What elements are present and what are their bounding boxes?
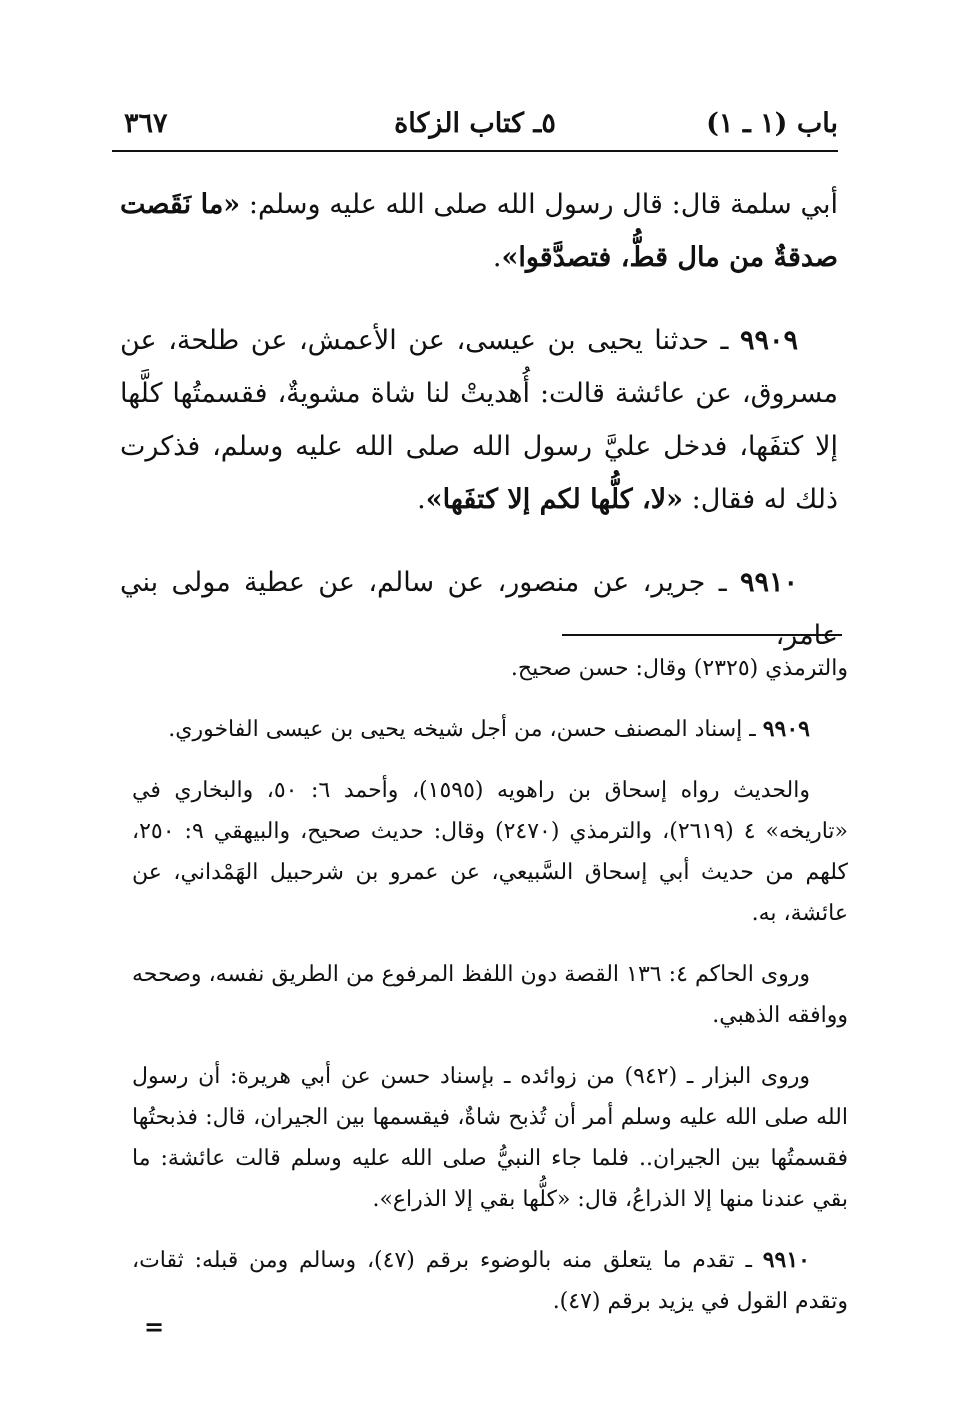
continuation-mark: = bbox=[144, 1312, 165, 1341]
punctuation: . bbox=[417, 484, 426, 515]
narration-text: ـ جرير، عن منصور، عن سالم، عن عطية مولى بني عامر، bbox=[120, 567, 838, 651]
narration-text: ـ حدثنا يحيى بن عيسى، عن الأعمش، عن طلحة، عن مسروق، عن عائشة قالت: أُهديتْ لنا شاة مشويةٌ، فقسمتُها كلَّها إلا كتفَها، فدخل عليَّ رسول الله صلى الله عليه وسلم، فذكرت ذلك له فقال: bbox=[120, 325, 838, 515]
main-text bbox=[120, 178, 838, 692]
footnote-number: ٩٩٠٩ bbox=[762, 716, 810, 742]
narration-text: أبي سلمة قال: قال رسول الله صلى الله عليه وسلم: bbox=[240, 189, 838, 220]
footnote-continuation: والترمذي (٢٣٢٥) وقال: حسن صحيح. bbox=[510, 656, 848, 681]
paragraph-hadith-9910 bbox=[120, 556, 838, 662]
punctuation: . bbox=[492, 242, 502, 273]
footnotes bbox=[132, 648, 848, 1342]
footnote-9909 bbox=[132, 709, 848, 750]
paragraph-hadith-9909 bbox=[120, 314, 838, 526]
footnote-number: ٩٩١٠ bbox=[762, 1247, 810, 1273]
prophetic-quote: «ما نَقَصت صدقةٌ من مال قطُّ، فتصدَّقوا» bbox=[120, 189, 838, 273]
footnote-9910 bbox=[132, 1240, 848, 1322]
header-rule bbox=[112, 150, 838, 152]
footnote-text: ـ إسناد المصنف حسن، من أجل شيخه يحيى بن عيسى الفاخوري. bbox=[168, 717, 763, 742]
hadith-number: ٩٩٠٩ bbox=[739, 325, 798, 356]
footnote-paragraph: وروى الحاكم ٤: ١٣٦ القصة دون اللفظ المرفوع من الطريق نفسه، وصححه ووافقه الذهبي. bbox=[132, 962, 848, 1028]
running-header bbox=[112, 108, 838, 148]
chapter-reference: باب (١ ـ ١) bbox=[706, 108, 838, 139]
book-title: ٥ـ كتاب الزكاة bbox=[394, 108, 556, 139]
footnote-paragraph: وروى البزار ـ (٩٤٢) من زوائده ـ بإسناد حسن عن أبي هريرة: أن رسول الله صلى الله عليه وسلم أمر أن تُذبح شاةٌ، فيقسمها بين الجيران، قال: فذبحتُها فقسمتُها بين الجيران.. فلما جاء النبيُّ صلى الله عليه وسلم قالت عائشة: ما بقي عندنا منها إلا الذراعُ، قال: «كلُّها بقي إلا الذراع». bbox=[132, 1064, 848, 1212]
hadith-number: ٩٩١٠ bbox=[739, 567, 798, 598]
prophetic-quote: «لا، كلُّها لكم إلا كتفَها» bbox=[425, 484, 684, 515]
footnote-rule bbox=[562, 634, 842, 636]
paragraph-hadith-continuation bbox=[120, 178, 838, 284]
page-number: ٣٦٧ bbox=[124, 108, 168, 139]
footnote-paragraph: والحديث رواه إسحاق بن راهويه (١٥٩٥)، وأحمد ٦: ٥٠، والبخاري في «تاريخه» ٤ (٢٦١٩)، والترمذي (٢٤٧٠) وقال: حديث صحيح، والبيهقي ٩: ٢٥٠، كلهم من حديث أبي إسحاق السَّبيعي، عن عمرو بن شرحبيل الهَمْداني، عن عائشة، به. bbox=[132, 778, 849, 926]
footnote-text: ـ تقدم ما يتعلق منه بالوضوء برقم (٤٧)، وسالم ومن قبله: ثقات، وتقدم القول في يزيد برقم (٤٧). bbox=[132, 1248, 848, 1314]
